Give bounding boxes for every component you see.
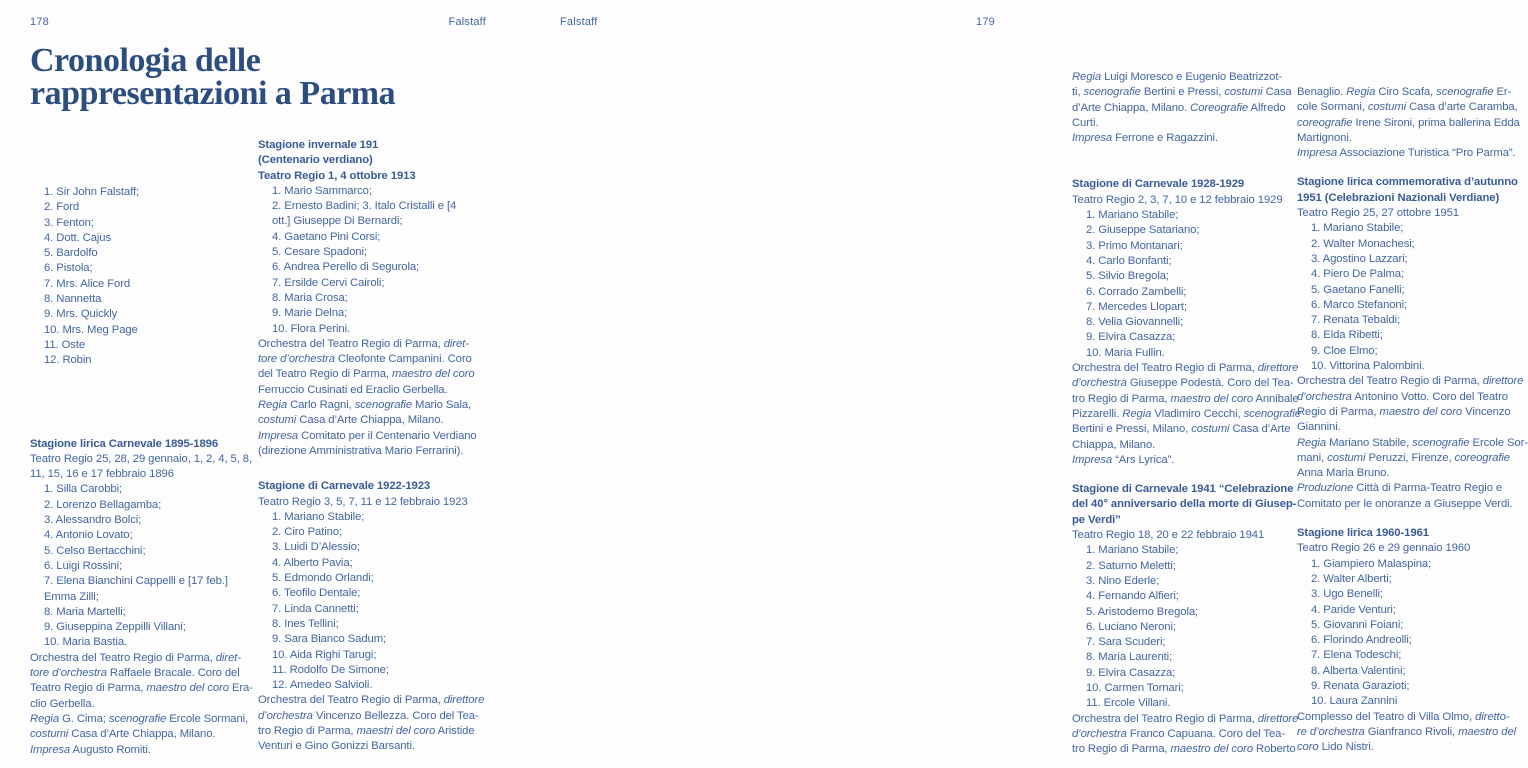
text-line: Impresa Ferrone e Ragazzini.	[1072, 132, 1219, 145]
cast-list-item: 7. Mercedes Llopart;	[1086, 300, 1187, 313]
cast-list-item: 4. Alberto Pavia;	[272, 556, 353, 569]
text-line: del 40° anniversario della morte di Giusep-	[1072, 498, 1297, 511]
cast-list	[1072, 208, 1290, 361]
cast-list-item: 7. Elena Bianchini Cappelli e [17 feb.]	[44, 575, 228, 588]
text-line: Stagione di Carnevale 1941 “Celebrazione	[1072, 483, 1294, 496]
text-line: Orchestra del Teatro Regio di Parma, direttore	[1072, 362, 1299, 375]
paragraph	[1072, 193, 1290, 208]
text-line: Orchestra del Teatro Regio di Parma, direttore	[1297, 375, 1524, 388]
cast-list-item: 11. Oste	[44, 338, 86, 351]
cast-list-item: 5. Cesare Spadoni;	[272, 246, 367, 259]
cast-list-item: 6. Andrea Perello di Segurola;	[272, 261, 420, 274]
paragraph	[1072, 528, 1290, 543]
cast-list-item: 9. Mrs. Quickly	[44, 308, 118, 321]
cast-list-item: 5. Gaetano Fanelli;	[1311, 283, 1405, 296]
text-line: Stagione invernale 191	[258, 139, 379, 151]
text-line: Anna Maria Bruno.	[1297, 467, 1390, 480]
text-line: d’orchestra Antonino Votto. Coro del Teatro	[1297, 390, 1508, 403]
text-line: d’orchestra Giuseppe Podestà. Coro del Tea-	[1072, 377, 1294, 390]
text-line: Impresa “Ars Lyrica”.	[1072, 453, 1175, 466]
text-line: Stagione lirica commemorativa d’autunno	[1297, 176, 1518, 189]
cast-list-item: 3. Luidi D’Alessio;	[272, 541, 360, 554]
text-line: costumi Casa d’Arte Chiappa, Milano.	[30, 728, 216, 741]
cast-list-item: 9. Cloe Elmo;	[1311, 344, 1378, 357]
paragraph	[30, 651, 253, 758]
cast-list-item: 5. Aristodemo Bregola;	[1086, 605, 1199, 618]
text-line: Teatro Regio 3, 5, 7, 11 e 12 febbraio 1923	[258, 495, 468, 508]
text-line: Regia Luigi Moresco e Eugenio Beatrizzot-	[1072, 71, 1283, 83]
text-line: tro Regio di Parma, maestri del coro Aristide	[258, 724, 475, 737]
column-3	[1072, 70, 1301, 757]
paragraph	[1072, 712, 1299, 758]
column-4	[1297, 85, 1528, 755]
text-line: Regia G. Cima; scenografie Ercole Sormani,	[30, 712, 249, 725]
cast-list-item: 3. Fenton;	[44, 216, 94, 229]
cast-list-item: 1. Giampiero Malaspina;	[1311, 557, 1432, 570]
text-line: Impresa Augusto Romiti.	[30, 743, 151, 756]
season-heading	[1072, 177, 1290, 192]
cast-list-item: 4. Fernando Alfieri;	[1086, 590, 1179, 603]
spacer	[30, 369, 248, 437]
cast-list	[258, 184, 490, 337]
paragraph	[1072, 361, 1301, 468]
running-head-left	[0, 16, 512, 30]
cast-list-item: 7. Ersilde Cervi Cairoli;	[272, 276, 385, 289]
cast-list-item: 7. Renata Tebaldi;	[1311, 314, 1401, 327]
text-line: Venturi e Gino Gonizzi Barsanti.	[258, 740, 415, 753]
text-line: tro Regio di Parma, maestro del coro Roberto	[1072, 743, 1296, 756]
cast-list-item: 11. Ercole Villani.	[1086, 697, 1171, 710]
text-line: Teatro Regio 25, 27 ottobre 1951	[1297, 207, 1459, 220]
cast-list-item: 12. Robin	[44, 354, 92, 367]
column-1	[30, 185, 253, 758]
season-heading	[258, 138, 490, 184]
cast-list-item: 9. Giuseppina Zeppilli Villani;	[44, 621, 186, 634]
text-line: Martignoni.	[1297, 131, 1352, 144]
cast-list-item: 9. Sara Bianco Sadum;	[272, 633, 387, 646]
cast-list-item: 3. Alessandro Bolci;	[44, 514, 142, 527]
text-line: Orchestra del Teatro Regio di Parma, direttore	[258, 694, 485, 707]
cast-list-item: 2. Ford	[44, 201, 80, 214]
cast-list-item: 8. Maria Laurenti;	[1086, 651, 1173, 664]
cast-list-item: 11. Rodolfo De Simone;	[272, 663, 389, 676]
cast-list-item: 6. Teofilo Dentale;	[272, 587, 361, 600]
paragraph	[1072, 70, 1290, 146]
cast-list-item: 10. Maria Bastia.	[44, 636, 128, 649]
cast-list-item: 2. Giuseppe Satariano;	[1086, 224, 1200, 237]
text-line: clio Gerbella.	[30, 697, 95, 710]
text-line: re d’orchestra Gianfranco Rivoli, maestro del	[1297, 725, 1517, 738]
cast-list-item: 2. Walter Monachesi;	[1311, 237, 1415, 250]
cast-list-item: 7. Elena Todeschi;	[1311, 649, 1402, 662]
cast-list-item: 12. Amedeo Salvioli.	[272, 679, 373, 692]
page-title-line1: Cronologia delle	[30, 42, 261, 79]
cast-list	[30, 482, 248, 650]
cast-list-item: 4. Dott. Cajus	[44, 231, 112, 244]
cast-list-item: 8. Ines Tellini;	[272, 617, 339, 630]
text-line: Benaglio. Regia Ciro Scafa, scenografie Er-	[1297, 86, 1512, 98]
cast-list-item: ott.] Giuseppe Di Bernardi;	[272, 215, 403, 228]
text-line: cole Sormani, costumi Casa d’arte Caramba,	[1297, 101, 1518, 114]
text-line: costumi Casa d’Arte Chiappa, Milano.	[258, 414, 444, 427]
text-line: Bertini e Pressi, Milano, costumi Casa d’Arte	[1072, 423, 1291, 436]
text-line: 11, 15, 16 e 17 febbraio 1896	[30, 468, 174, 481]
spacer	[258, 459, 490, 479]
cast-list-item: 1. Mariano Stabile;	[1311, 222, 1404, 235]
column-2	[258, 138, 490, 755]
cast-list	[30, 185, 248, 369]
cast-list-item: 3. Nino Ederle;	[1086, 574, 1160, 587]
text-line: Stagione di Carnevale 1922-1923	[258, 480, 431, 493]
cast-list-item: 9. Elvira Casazza;	[1086, 331, 1176, 344]
text-line: Pizzarelli. Regia Vladimiro Cecchi, scenografie	[1072, 407, 1301, 420]
text-line: Orchestra del Teatro Regio di Parma, diret-	[30, 651, 241, 664]
cast-list-item: 5. Edmondo Orlandi;	[272, 572, 374, 585]
running-head-right	[512, 16, 1024, 30]
cast-list-item: 3. Agostino Lazzari;	[1311, 252, 1408, 265]
cast-list-item: 4. Antonio Lovato;	[44, 529, 133, 542]
paragraph	[1297, 541, 1515, 556]
text-line: Impresa Associazione Turistica “Pro Parma”.	[1297, 147, 1516, 160]
cast-list-item: 4. Piero De Palma;	[1311, 268, 1405, 281]
text-line: Complesso del Teatro di Villa Olmo, diretto-	[1297, 710, 1510, 723]
cast-list-item: 6. Marco Stefanoni;	[1311, 298, 1408, 311]
cast-list-item: 6. Luciano Neroni;	[1086, 620, 1176, 633]
cast-list-item: 1. Mariano Stabile;	[1086, 544, 1179, 557]
text-line: Orchestra del Teatro Regio di Parma, diret-	[258, 337, 469, 350]
cast-list-item: 10. Carmen Tornari;	[1086, 681, 1184, 694]
page-title	[30, 44, 395, 110]
cast-list-item: 8. Maria Crosa;	[272, 291, 348, 304]
spacer	[1072, 146, 1290, 177]
page-number-left: 178	[30, 16, 49, 28]
text-line: Stagione lirica 1960-1961	[1297, 527, 1429, 540]
season-heading	[1072, 482, 1297, 528]
paragraph	[1297, 374, 1528, 512]
cast-list-item: 8. Maria Martelli;	[44, 605, 126, 618]
text-line: coreografie Irene Sironi, prima ballerina Edda	[1297, 116, 1520, 129]
spacer	[1072, 468, 1290, 482]
text-line: Regio di Parma, maestro del coro Vincenzo	[1297, 405, 1511, 418]
paragraph	[1297, 710, 1515, 756]
paragraph	[258, 337, 490, 459]
text-line: Stagione lirica Carnevale 1895-1896	[30, 437, 219, 450]
text-line: (direzione Amministrativa Mario Ferrarini).	[258, 444, 464, 457]
cast-list-item: 9. Marie Delna;	[272, 307, 348, 320]
running-title-right: Falstaff	[560, 16, 598, 28]
cast-list-item: 4. Paride Venturi;	[1311, 603, 1396, 616]
text-line: tore d’orchestra Raffaele Bracale. Coro del	[30, 667, 240, 680]
paragraph	[30, 452, 253, 483]
cast-list	[1297, 221, 1515, 374]
text-line: 1951 (Celebrazioni Nazionali Verdiane)	[1297, 191, 1500, 204]
text-line: Teatro Regio 26 e 29 gennaio 1960	[1297, 542, 1471, 555]
cast-list	[1072, 543, 1290, 711]
page-right	[512, 0, 1528, 768]
text-line: Stagione di Carnevale 1928-1929	[1072, 178, 1245, 191]
text-line: mani, costumi Peruzzi, Firenze, coreografie	[1297, 451, 1510, 464]
text-line: Comitato per le onoranze a Giuseppe Verdi.	[1297, 497, 1513, 510]
text-line: Regia Carlo Ragni, scenografie Mario Sala,	[258, 399, 472, 412]
text-line: (Centenario verdiano)	[258, 154, 373, 167]
cast-list-item: 4. Gaetano Pini Corsi;	[272, 230, 381, 243]
text-line: Teatro Regio 2, 3, 7, 10 e 12 febbraio 1929	[1072, 193, 1283, 206]
text-line: Teatro Regio di Parma, maestro del coro Era-	[30, 682, 253, 695]
running-title-left: Falstaff	[448, 16, 486, 28]
cast-list-item: 10. Laura Zannini	[1311, 695, 1398, 708]
text-line: Orchestra del Teatro Regio di Parma, direttore	[1072, 712, 1299, 725]
page-title-line2: rappresentazioni a Parma	[30, 75, 396, 112]
text-line: Chiappa, Milano.	[1072, 438, 1156, 451]
spacer	[1297, 512, 1515, 526]
cast-list-item: 10. Maria Fullin.	[1086, 346, 1165, 359]
page-left	[0, 0, 512, 768]
cast-list-item: 1. Silla Carobbi;	[44, 483, 123, 496]
cast-list	[1297, 557, 1515, 710]
text-line: Produzione Città di Parma-Teatro Regio e	[1297, 482, 1503, 495]
cast-list-item: 6. Luigi Rossini;	[44, 559, 123, 572]
cast-list-item: 9. Elvira Casazza;	[1086, 666, 1176, 679]
cast-list-item: 10. Flora Perini.	[272, 322, 351, 335]
paragraph	[1297, 85, 1520, 161]
cast-list-item: 5. Celso Bertacchini;	[44, 544, 146, 557]
text-line: Ferruccio Cusinati ed Eraclio Gerbella.	[258, 383, 448, 396]
page-number-right: 179	[976, 16, 995, 28]
cast-list-item: 2. Ciro Patino;	[272, 526, 343, 539]
cast-list-item: 8. Velia Giovannelli;	[1086, 316, 1184, 329]
paragraph	[1297, 206, 1515, 221]
cast-list-item: 2. Saturno Meletti;	[1086, 559, 1176, 572]
cast-list-item: 5. Bardolfo	[44, 247, 98, 260]
cast-list-item: 5. Silvio Bregola;	[1086, 270, 1169, 283]
cast-list-item: 5. Giovanni Foiani;	[1311, 618, 1404, 631]
cast-list-item: 8. Elda Ribetti;	[1311, 329, 1383, 342]
text-line: Teatro Regio 1, 4 ottobre 1913	[258, 169, 416, 182]
season-heading	[1297, 175, 1518, 206]
cast-list-item: 2. Ernesto Badini; 3. Italo Cristalli e [4	[272, 200, 457, 213]
text-line: tore d’orchestra Cleofonte Campanini. Coro	[258, 353, 472, 366]
text-line: Teatro Regio 18, 20 e 22 febbraio 1941	[1072, 529, 1265, 542]
cast-list-item: 1. Mariano Stabile;	[1086, 209, 1179, 222]
spacer	[1297, 161, 1515, 175]
text-line: pe Verdi”	[1072, 513, 1121, 526]
cast-list-item: 1. Sir John Falstaff;	[44, 186, 140, 198]
cast-list-item: 3. Ugo Benelli;	[1311, 588, 1383, 601]
cast-list-item: 8. Alberta Valentini;	[1311, 664, 1406, 677]
cast-list-item: Emma Zilli;	[44, 590, 99, 603]
text-line: d’orchestra Vincenzo Bellezza. Coro del Tea-	[258, 709, 479, 722]
cast-list-item: 2. Lorenzo Bellagamba;	[44, 498, 162, 511]
text-line: Teatro Regio 25, 28, 29 gennaio, 1, 2, 4, 5, 8,	[30, 452, 253, 465]
text-line: del Teatro Regio di Parma, maestro del coro	[258, 368, 475, 381]
text-line: Giannini.	[1297, 421, 1341, 434]
paragraph	[258, 693, 490, 754]
cast-list-item: 1. Mariano Stabile;	[272, 510, 365, 523]
text-line: d’orchestra Franco Capuana. Coro del Tea-	[1072, 727, 1285, 740]
text-line: Impresa Comitato per il Centenario Verdiano	[258, 429, 477, 442]
cast-list-item: 6. Corrado Zambelli;	[1086, 285, 1187, 298]
season-heading	[258, 479, 490, 494]
text-line: ti, scenografie Bertini e Pressi, costumi Casa	[1072, 86, 1292, 99]
cast-list-item: 6. Florindo Andreolli;	[1311, 634, 1412, 647]
text-line: tro Regio di Parma, maestro del coro Annibale	[1072, 392, 1299, 405]
cast-list	[258, 510, 490, 694]
cast-list-item: 10. Aida Righi Tarugi;	[272, 648, 377, 661]
cast-list-item: 7. Linda Cannetti;	[272, 602, 359, 615]
text-line: Curti.	[1072, 116, 1099, 129]
paragraph	[258, 495, 490, 510]
cast-list-item: 4. Carlo Bonfanti;	[1086, 254, 1172, 267]
cast-list-item: 7. Mrs. Alice Ford	[44, 277, 131, 290]
text-line: coro Lido Nistri.	[1297, 741, 1374, 754]
cast-list-item: 3. Primo Montanari;	[1086, 239, 1183, 252]
cast-list-item: 10. Vittorina Palombini.	[1311, 360, 1425, 373]
cast-list-item: 9. Renata Garazioti;	[1311, 679, 1410, 692]
cast-list-item: 6. Pistola;	[44, 262, 93, 275]
season-heading	[1297, 526, 1515, 541]
text-line: Regia Mariano Stabile, scenografie Ercole Sor-	[1297, 436, 1528, 449]
text-line: d’Arte Chiappa, Milano. Coreografie Alfredo	[1072, 101, 1286, 114]
cast-list-item: 8. Nannetta	[44, 293, 102, 306]
cast-list-item: 1. Mario Sammarco;	[272, 184, 372, 197]
cast-list-item: 10. Mrs. Meg Page	[44, 323, 138, 336]
cast-list-item: 2. Walter Alberti;	[1311, 572, 1392, 585]
cast-list-item: 7. Sara Scuderi;	[1086, 636, 1166, 649]
season-heading	[30, 437, 248, 452]
